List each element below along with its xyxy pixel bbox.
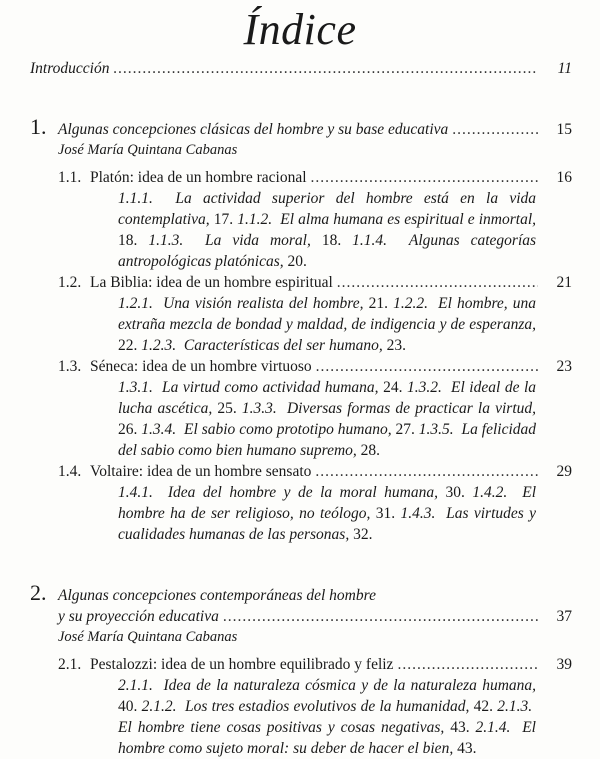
page-number: 39	[556, 656, 572, 673]
chapter-title-line	[30, 582, 572, 606]
section-title: Séneca: idea de un hombre virtuoso	[90, 358, 312, 375]
section-title: La Biblia: idea de un hombre espiritual	[90, 274, 333, 291]
subsection-title: El hombre ha de ser religioso, no teólogo,	[118, 484, 537, 522]
dot-leader	[337, 272, 538, 293]
subsection-title: El hombre tiene cosas positivas y cosas negativas,	[118, 719, 445, 736]
subsection-entry	[142, 698, 498, 715]
dot-leader	[311, 167, 538, 188]
subsection-list	[58, 377, 536, 461]
subsection-number: 1.3.1.	[118, 379, 153, 396]
chapter-author: José María Quintana Cabanas	[58, 629, 238, 645]
subsection-entry	[118, 379, 407, 396]
subsection-number: 1.3.3.	[241, 400, 277, 417]
subsection-page: 42.	[473, 698, 494, 715]
page-number: 21	[556, 274, 572, 291]
subsection-entry	[148, 232, 352, 249]
subsection-number: 1.2.2.	[393, 295, 428, 312]
subsection-entry	[118, 484, 472, 501]
toc-section	[30, 272, 572, 356]
subsection-page: 21.	[368, 295, 388, 312]
subsection-page: 20.	[287, 253, 307, 270]
subsection-title: Algunas categorías antropológicas platónicas,	[118, 232, 537, 270]
subsection-number: 1.4.1.	[118, 484, 153, 501]
dot-leader	[316, 356, 538, 377]
subsection-number: 2.1.4.	[475, 719, 511, 736]
subsection-number: 1.3.5.	[418, 421, 454, 438]
section-title-row	[58, 272, 572, 293]
page-title: Índice	[243, 5, 357, 54]
section-title: Pestalozzi: idea de un hombre equilibrado y feliz	[90, 656, 394, 673]
subsection-page: 18.	[321, 232, 342, 249]
subsection-title: Las virtudes y cualidades humanas de las personas,	[118, 505, 537, 543]
subsection-title: El hombre como sujeto moral: su deber de hacer el bien,	[118, 719, 536, 757]
subsection-page: 32.	[353, 526, 373, 543]
subsection-title: El hombre, una extraña mezcla de bondad y maldad, de indigencia y de esperanza,	[118, 295, 537, 333]
subsection-title: La virtud como actividad humana,	[161, 379, 379, 396]
toc-section	[30, 167, 572, 272]
subsection-title: La vida moral,	[205, 232, 311, 249]
page-number: 15	[556, 121, 572, 138]
section-number: 2.1.	[58, 656, 82, 673]
subsection-number: 1.1.2.	[237, 211, 273, 228]
table-of-contents	[30, 58, 572, 759]
subsection-page: 17.	[213, 211, 234, 228]
subsection-number: 1.2.1.	[118, 295, 153, 312]
page-number: 11	[557, 60, 572, 77]
toc-section	[30, 654, 572, 759]
subsection-number: 1.4.2.	[472, 484, 508, 501]
toc-section	[30, 356, 572, 461]
chapter-number: 2.	[30, 580, 47, 605]
dot-leader	[114, 58, 539, 79]
subsection-title: Idea del hombre y de la moral humana,	[167, 484, 438, 501]
chapter-title-line	[30, 116, 572, 140]
dot-leader	[223, 606, 538, 627]
chapter-title: Algunas concepciones contemporáneas del hombre	[58, 587, 376, 604]
section-title-row	[58, 461, 572, 482]
subsection-number: 1.1.4.	[352, 232, 387, 249]
chapter-number: 1.	[30, 114, 47, 139]
subsection-entry	[118, 295, 393, 312]
section-number: 1.1.	[58, 169, 82, 186]
page-number: 16	[556, 169, 572, 186]
subsection-number: 1.1.1.	[118, 190, 153, 207]
subsection-page: 40.	[118, 698, 138, 715]
subsection-number: 1.1.3.	[148, 232, 184, 249]
subsection-page: 26.	[118, 421, 138, 438]
chapter-author: José María Quintana Cabanas	[58, 142, 238, 158]
subsection-page: 43.	[457, 740, 477, 757]
subsection-list	[58, 188, 536, 272]
dot-leader	[315, 461, 538, 482]
subsection-title: El alma humana es espiritual e inmortal,	[280, 211, 537, 228]
subsection-title: La actividad superior del hombre está en la vida contemplativa,	[118, 190, 536, 228]
subsection-page: 43.	[450, 719, 470, 736]
page-number: 29	[556, 463, 572, 480]
toc-section	[30, 461, 572, 545]
entry-title: Introducción	[30, 60, 110, 77]
subsection-title: La felicidad del sabio como bien humano supremo,	[118, 421, 537, 459]
subsection-number: 2.1.1.	[118, 677, 153, 694]
subsection-page: 24.	[383, 379, 403, 396]
subsection-number: 1.2.3.	[141, 337, 177, 354]
section-number: 1.4.	[58, 463, 82, 480]
subsection-title: El sabio como prototipo humano,	[184, 421, 392, 438]
subsection-number: 1.4.3.	[400, 505, 436, 522]
subsection-title: Características del ser humano,	[183, 337, 383, 354]
section-title-row	[58, 356, 572, 377]
subsection-page: 31.	[375, 505, 396, 522]
subsection-title: Los tres estadios evolutivos de la humanidad,	[184, 698, 470, 715]
section-number: 1.2.	[58, 274, 82, 291]
subsection-list	[58, 675, 536, 759]
toc-chapter	[30, 582, 572, 759]
section-title-row	[58, 654, 572, 675]
subsection-title: El ideal de la lucha ascética,	[118, 379, 537, 417]
section-title-row	[58, 167, 572, 188]
dot-leader	[397, 654, 538, 675]
page-number: 23	[556, 358, 572, 375]
section-title: Platón: idea de un hombre racional	[90, 169, 307, 186]
subsection-title: Diversas formas de practicar la virtud,	[286, 400, 537, 417]
dot-leader	[452, 119, 538, 140]
subsection-page: 28.	[360, 442, 381, 459]
subsection-number: 1.3.2.	[407, 379, 442, 396]
subsection-title: Idea de la naturaleza cósmica y de la naturaleza humana,	[163, 677, 537, 694]
subsection-number: 2.1.3.	[497, 698, 533, 715]
subsection-page: 25.	[217, 400, 237, 417]
subsection-title: Una visión realista del hombre,	[163, 295, 364, 312]
chapter-title: Algunas concepciones clásicas del hombre y su base educativa	[58, 121, 449, 138]
section-title: Voltaire: idea de un hombre sensato	[90, 463, 312, 480]
subsection-page: 23.	[386, 337, 407, 354]
subsection-page: 30.	[445, 484, 465, 501]
subsection-list	[58, 482, 536, 545]
chapter-title: y su proyección educativa	[58, 608, 219, 625]
page-number: 37	[556, 608, 572, 625]
toc-chapter	[30, 116, 572, 545]
subsection-page: 22.	[118, 337, 138, 354]
section-number: 1.3.	[58, 358, 82, 375]
subsection-entry	[141, 337, 406, 354]
subsection-list	[58, 293, 536, 356]
subsection-page: 27.	[395, 421, 415, 438]
toc-entry-introduccion	[30, 58, 572, 79]
subsection-entry	[141, 421, 419, 438]
subsection-number: 1.3.4.	[141, 421, 177, 438]
chapter-title-line	[30, 606, 572, 627]
subsection-page: 18.	[118, 232, 138, 249]
subsection-number: 2.1.2.	[141, 698, 177, 715]
